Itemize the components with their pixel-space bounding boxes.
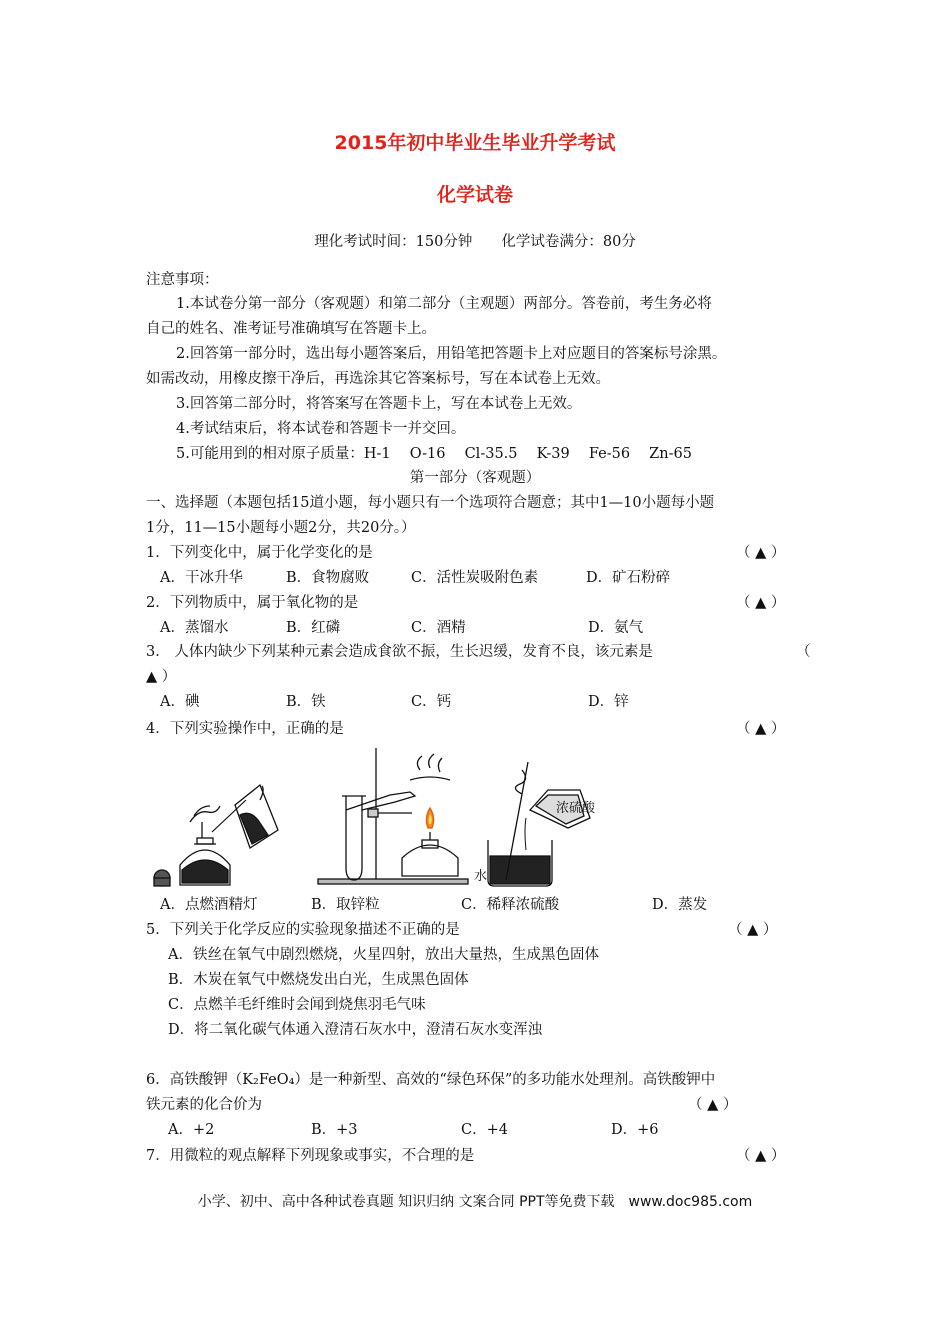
q5-option-d: D．将二氧化碳气体通入澄清石灰水中，澄清石灰水变浑浊 <box>168 1022 543 1038</box>
q3-answer-open: （ <box>796 644 811 660</box>
q6-option-a: A．+2 <box>168 1122 215 1138</box>
q1-stem: 1．下列变化中，属于化学变化的是 <box>146 545 373 561</box>
q4-stem: 4．下列实验操作中，正确的是 <box>146 721 344 737</box>
test-tube-stand-icon <box>318 748 468 884</box>
q4-option-c: C．稀释浓硫酸 <box>461 897 560 913</box>
q6-option-d: D．+6 <box>611 1122 659 1138</box>
q6-answer-mark: （ ▲ ） <box>688 1097 738 1113</box>
q5-answer-mark: （ ▲ ） <box>728 922 778 938</box>
notice-item-3: 3.回答第二部分时，将答案写在答题卡上，写在本试卷上无效。 <box>176 396 582 412</box>
q1-option-c: C．活性炭吸附色素 <box>411 570 539 586</box>
dilute-acid-icon <box>488 762 590 886</box>
part1-intro: 一、选择题（本题包括15道小题，每小题只有一个选项符合题意；其中1—10小题每小题 <box>146 495 715 511</box>
q6-option-c: C．+4 <box>461 1122 508 1138</box>
q6-option-b: B．+3 <box>311 1122 358 1138</box>
q3-option-c: C．钙 <box>411 694 452 710</box>
notice-item-4: 4.考试结束后，将本试卷和答题卡一并交回。 <box>176 421 466 437</box>
q2-answer-mark: （ ▲ ） <box>736 595 786 611</box>
notice-item-5: 5.可能用到的相对原子质量：H-1 O-16 Cl-35.5 K-39 Fe-56 Zn-65 <box>176 446 692 462</box>
q1-option-b: B．食物腐败 <box>286 570 370 586</box>
part1-heading: 第一部分（客观题） <box>409 470 541 486</box>
q4-option-a: A．点燃酒精灯 <box>160 897 258 913</box>
q4-option-b: B．取锌粒 <box>311 897 380 913</box>
page-footer: 小学、初中、高中各种试卷真题 知识归纳 文案合同 PPT等免费下载 www.doc985.com <box>197 1194 753 1210</box>
notice-heading: 注意事项： <box>146 272 219 288</box>
notice-item-1-cont: 自己的姓名、准考证号准确填写在答题卡上。 <box>146 321 436 337</box>
q3-option-b: B．铁 <box>286 694 326 710</box>
q3-option-d: D．锌 <box>588 694 629 710</box>
q2-option-c: C．酒精 <box>411 620 466 636</box>
q1-option-a: A．干冰升华 <box>160 570 243 586</box>
q7-answer-mark: （ ▲ ） <box>736 1148 786 1164</box>
q5-option-b: B．木炭在氧气中燃烧发出白光，生成黑色固体 <box>168 972 469 988</box>
q2-stem: 2．下列物质中，属于氧化物的是 <box>146 595 359 611</box>
acid-label: 浓硫酸 <box>556 801 596 816</box>
exam-title: 2015年初中毕业生毕业升学考试 <box>334 132 616 154</box>
exam-info: 理化考试时间：150分钟 化学试卷满分：80分 <box>314 234 636 250</box>
q3-option-a: A．碘 <box>160 694 200 710</box>
q5-stem: 5．下列关于化学反应的实验现象描述不正确的是 <box>146 922 460 938</box>
lighting-lamps-icon <box>154 785 278 886</box>
q3-answer-close: ▲ ） <box>146 669 177 685</box>
q5-option-a: A．铁丝在氧气中剧烈燃烧，火星四射，放出大量热，生成黑色固体 <box>168 947 599 963</box>
q2-option-d: D．氨气 <box>588 620 644 636</box>
q4-option-d: D．蒸发 <box>652 897 708 913</box>
notice-item-2: 2.回答第一部分时，选出每小题答案后，用铅笔把答题卡上对应题目的答案标号涂黑。 <box>176 346 727 362</box>
q6-stem: 6．高铁酸钾（K₂FeO₄）是一种新型、高效的“绿色环保”的多功能水处理剂。高铁酸钾中 <box>146 1072 716 1088</box>
q4-answer-mark: （ ▲ ） <box>736 721 786 737</box>
q5-option-c: C．点燃羊毛纤维时会闻到烧焦羽毛气味 <box>168 997 426 1013</box>
q4-apparatus-figure <box>150 740 730 892</box>
q2-option-b: B．红磷 <box>286 620 341 636</box>
q6-stem-cont: 铁元素的化合价为 <box>146 1097 262 1113</box>
q2-option-a: A．蒸馏水 <box>160 620 229 636</box>
notice-item-2-cont: 如需改动，用橡皮擦干净后，再选涂其它答案标号，写在本试卷上无效。 <box>146 371 610 387</box>
notice-item-1: 1.本试卷分第一部分（客观题）和第二部分（主观题）两部分。答卷前，考生务必将 <box>176 296 712 312</box>
water-label: 水 <box>474 869 488 884</box>
q1-answer-mark: （ ▲ ） <box>736 545 786 561</box>
q1-option-d: D．矿石粉碎 <box>586 570 671 586</box>
q7-stem: 7．用微粒的观点解释下列现象或事实，不合理的是 <box>146 1148 475 1164</box>
q3-stem: 3． 人体内缺少下列某种元素会造成食欲不振，生长迟缓，发育不良，该元素是 <box>146 644 653 660</box>
part1-intro-cont: 1分，11—15小题每小题2分，共20分。） <box>146 520 416 536</box>
exam-subtitle: 化学试卷 <box>436 184 513 206</box>
